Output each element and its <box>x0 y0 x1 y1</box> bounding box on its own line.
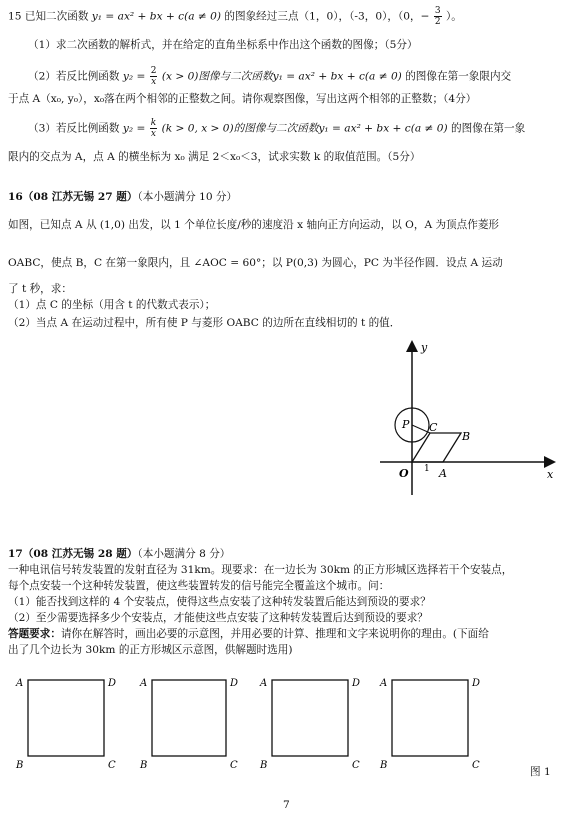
svg-text:B: B <box>260 760 268 771</box>
q15-part3: （3）若反比例函数 y₂ = $\frac{k}{x}$ (k > 0, x > 0)的图像与二次函数y₁ = ax² + bx + c(a ≠ 0) 的图像在第一象 <box>28 118 526 139</box>
figure-caption: 图 1 <box>530 766 551 778</box>
q17-line6: 出了几个边长为 30km 的正方形城区示意图，供解题时选用) <box>8 644 293 656</box>
svg-text:C: C <box>472 760 480 771</box>
svg-text:A: A <box>260 678 268 689</box>
label-p: P <box>402 418 410 431</box>
q17-line1: 一种电讯信号转发装置的发射直径为 31km。现要求：在一边长为 30km 的正方形城区选择若干个安装点， <box>8 564 513 576</box>
svg-text:C: C <box>230 760 238 771</box>
square-4 <box>379 678 480 771</box>
square-3 <box>259 678 360 771</box>
square-1 <box>15 678 116 771</box>
q15-intro: 15 已知二次函数 y₁ = ax² + bx + c(a ≠ 0) 的图象经过三点（1，0），（-3，0），（0，− $\frac{3}{2}$ ）。 <box>8 6 462 27</box>
svg-text:C: C <box>352 760 360 771</box>
q17-line3: （1）能否找到这样的 4 个安装点，使得这些点安装了这种转发装置后能达到预设的要求？ <box>8 596 431 608</box>
svg-text:D: D <box>352 678 361 689</box>
q15-part1: （1）求二次函数的解析式，并在给定的直角坐标系中作出这个函数的图像；（5分） <box>28 39 418 51</box>
label-c: C <box>429 421 438 434</box>
svg-text:B: B <box>140 760 148 771</box>
q16-line2: OABC，使点 B，C 在第一象限内，且 ∠AOC = 60°；以 P(0,3) 为圆心，PC 为半径作圆．设点 A 运动 <box>8 257 503 269</box>
svg-text:D: D <box>108 678 117 689</box>
svg-text:C: C <box>108 760 116 771</box>
label-y: y <box>421 341 428 354</box>
q17-heading: 17（08 江苏无锡 28 题）（本小题满分 8 分） <box>8 548 231 560</box>
q16-line1: 如图，已知点 A 从 (1,0) 出发，以 1 个单位长度/秒的速度沿 x 轴向正方向运动，以 O，A 为顶点作菱形 <box>8 219 500 231</box>
svg-text:A: A <box>380 678 388 689</box>
q15-intro-fraction: $\frac{3}{2}$ <box>434 6 441 27</box>
label-o: O <box>399 467 409 480</box>
svg-text:D: D <box>230 678 239 689</box>
q15-part2: （2）若反比例函数 y₂ = $\frac{2}{x}$ (x > 0)图像与二次函数y₁ = ax² + bx + c(a ≠ 0) 的图像在第一象限内交 <box>28 66 512 87</box>
square-2 <box>139 678 238 771</box>
q17-line5: 答题要求：请你在解答时，画出必要的示意图，并用必要的计算、推理和文字来说明你的理由。(下面给 <box>8 628 489 640</box>
q17-squares <box>10 668 510 778</box>
q16-figure <box>375 335 565 500</box>
q16-line4: （1）点 C 的坐标（用含 t 的代数式表示）； <box>8 299 216 311</box>
svg-text:A: A <box>140 678 148 689</box>
q16-line3: 了 t 秒，求： <box>8 283 72 295</box>
page-number: 7 <box>283 799 290 811</box>
svg-text:B: B <box>380 760 388 771</box>
svg-text:D: D <box>472 678 481 689</box>
label-one: 1 <box>424 464 430 474</box>
label-x: x <box>547 468 554 481</box>
rhombus-oabc <box>412 433 461 462</box>
segment-pc <box>412 425 430 433</box>
svg-text:A: A <box>16 678 24 689</box>
q15-part2-line2: 于点 A（x₀, y₀），x₀落在两个相邻的正整数之间。请你观察图像，写出这两个相邻的正整数；（4分） <box>8 93 477 105</box>
q15-part3-line2: 限内的交点为 A，点 A 的横坐标为 x₀ 满足 2＜x₀＜3，试求实数 k 的取值范围。（5分） <box>8 151 421 163</box>
q15-p2-fraction: $\frac{2}{x}$ <box>150 66 157 87</box>
label-b: B <box>462 430 471 443</box>
svg-text:B: B <box>16 760 24 771</box>
label-a: A <box>439 467 447 480</box>
q16-line5: （2）当点 A 在运动过程中，所有使 P 与菱形 OABC 的边所在直线相切的 t 的值． <box>8 317 401 329</box>
q16-heading: 16（08 江苏无锡 27 题）（本小题满分 10 分） <box>8 191 238 203</box>
q17-line4: （2）至少需要选择多少个安装点，才能使这些点安装了这种转发装置后达到预设的要求？ <box>8 612 428 624</box>
q17-line2: 每个点安装一个这种转发装置，使这些装置转发的信号能完全覆盖这个城市。问： <box>8 580 390 592</box>
q15-p3-fraction: $\frac{k}{x}$ <box>150 118 157 139</box>
